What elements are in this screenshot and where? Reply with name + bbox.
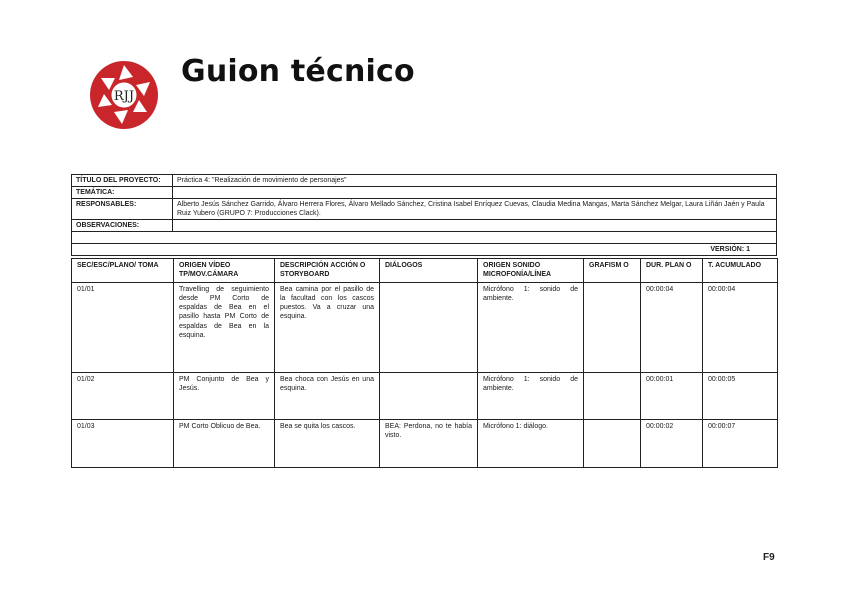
- titulo-label: TÍTULO DEL PROYECTO:: [72, 175, 173, 187]
- table-cell: Micrófono 1: diálogo.: [478, 419, 584, 467]
- table-cell: Micrófono 1: sonido de ambiente.: [478, 282, 584, 372]
- info-row-tematica: [72, 187, 777, 199]
- table-cell: Bea camina por el pasillo de la facultad con los cascos puestos. Va a cruzar una esquina.: [275, 282, 380, 372]
- tematica-value: [173, 187, 777, 199]
- technical-script-table: [71, 258, 778, 468]
- table-cell: [584, 419, 641, 467]
- table-cell: PM Corto Oblicuo de Bea.: [174, 419, 275, 467]
- table-cell: [380, 282, 478, 372]
- table-header-row: [72, 259, 778, 283]
- info-row-observaciones: [72, 220, 777, 232]
- table-cell: 00:00:05: [703, 372, 778, 419]
- table-cell: 00:00:07: [703, 419, 778, 467]
- column-header: DUR. PLAN O: [641, 259, 703, 283]
- table-cell: BEA: Perdona, no te había visto.: [380, 419, 478, 467]
- column-header: T. ACUMULADO: [703, 259, 778, 283]
- titulo-value: Práctica 4: "Realización de movimiento de personajes": [173, 175, 777, 187]
- observaciones-label: OBSERVACIONES:: [72, 220, 173, 232]
- info-row-blank: [72, 232, 777, 244]
- info-row-titulo: [72, 175, 777, 187]
- table-row: [72, 372, 778, 419]
- table-cell: Bea choca con Jesús en una esquina.: [275, 372, 380, 419]
- column-header: DIÁLOGOS: [380, 259, 478, 283]
- page-title: Guion técnico: [181, 54, 415, 89]
- table-cell: Micrófono 1: sonido de ambiente.: [478, 372, 584, 419]
- table-cell: [380, 372, 478, 419]
- table-cell: 00:00:04: [703, 282, 778, 372]
- column-header: GRAFISM O: [584, 259, 641, 283]
- camera-aperture-logo-icon: [89, 60, 159, 130]
- version-label: VERSIÓN: 1: [72, 244, 777, 256]
- column-header: ORIGEN SONIDO MICROFONÍA/LÍNEA: [478, 259, 584, 283]
- project-info-table: [71, 174, 777, 256]
- blank-cell: [72, 232, 777, 244]
- table-cell: 01/03: [72, 419, 174, 467]
- info-row-version: [72, 244, 777, 256]
- table-row: [72, 282, 778, 372]
- table-cell: PM Conjunto de Bea y Jesús.: [174, 372, 275, 419]
- table-cell: Travelling de seguimiento desde PM Corto de espaldas de Bea en el pasillo hasta PM Corto de espaldas de Bea en la esquina.: [174, 282, 275, 372]
- tematica-label: TEMÁTICA:: [72, 187, 173, 199]
- column-header: DESCRIPCIÓN ACCIÓN O STORYBOARD: [275, 259, 380, 283]
- table-cell: [584, 282, 641, 372]
- page-number: F9: [763, 552, 775, 563]
- table-cell: 01/02: [72, 372, 174, 419]
- table-cell: 01/01: [72, 282, 174, 372]
- responsables-value: Alberto Jesús Sánchez Garrido, Álvaro Herrera Flores, Álvaro Mellado Sánchez, Cristina Isabel Enríquez Cuevas, Claudia Medina Mangas, Marta Sánchez Melgar, Laura Liñán Jaén y Paula Ruiz Yubero (GRUPO 7: Producciones Clack).: [173, 199, 777, 220]
- table-row: [72, 419, 778, 467]
- table-cell: Bea se quita los cascos.: [275, 419, 380, 467]
- column-header: SEC/ESC/PLANO/ TOMA: [72, 259, 174, 283]
- responsables-label: RESPONSABLES:: [72, 199, 173, 220]
- info-row-responsables: [72, 199, 777, 220]
- table-cell: 00:00:04: [641, 282, 703, 372]
- column-header: ORIGEN VÍDEO TP/MOV.CÁMARA: [174, 259, 275, 283]
- table-cell: 00:00:01: [641, 372, 703, 419]
- observaciones-value: [173, 220, 777, 232]
- table-cell: [584, 372, 641, 419]
- table-cell: 00:00:02: [641, 419, 703, 467]
- svg-text:RJJ: RJJ: [113, 89, 135, 104]
